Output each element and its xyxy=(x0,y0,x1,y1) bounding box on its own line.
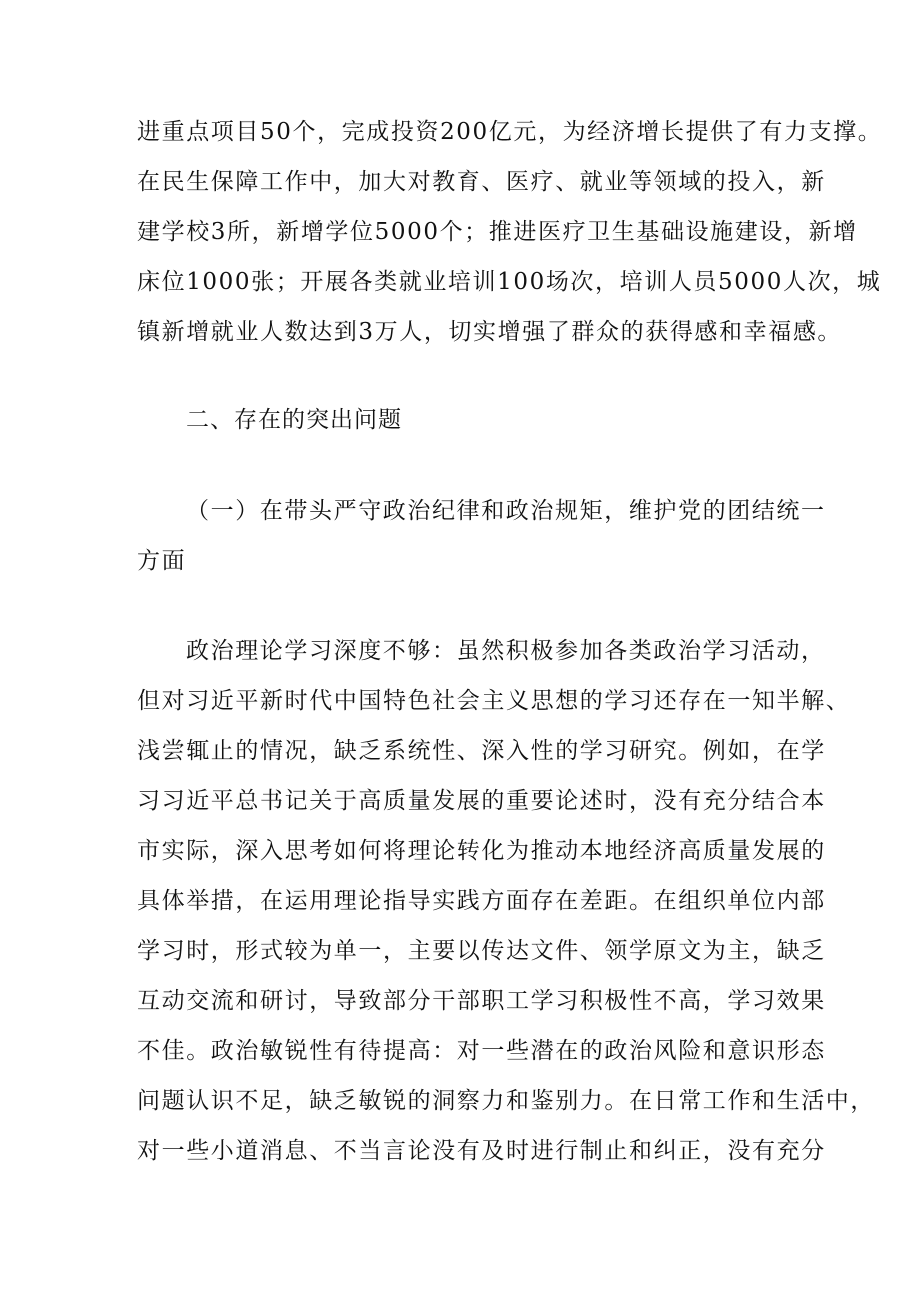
paragraph-2-line: 浅尝辄止的情况，缺乏系统性、深入性的学习研究。例如，在学 xyxy=(137,738,826,764)
paragraph-2-line: 具体举措，在运用理论指导实践方面存在差距。在组织单位内部 xyxy=(137,888,826,914)
subsection-heading-line: （一）在带头严守政治纪律和政治规矩，维护党的团结统一 xyxy=(186,498,826,524)
paragraph-1-line: 进重点项目50个，完成投资200亿元，为经济增长提供了有力支撑。 xyxy=(137,119,883,145)
paragraph-1-line: 建学校3所，新增学位5000个；推进医疗卫生基础设施建设，新增 xyxy=(137,219,858,245)
section-heading: 二、存在的突出问题 xyxy=(186,407,402,433)
paragraph-2-line: 不佳。政治敏锐性有待提高：对一些潜在的政治风险和意识形态 xyxy=(137,1038,826,1064)
paragraph-1-line: 在民生保障工作中，加大对教育、医疗、就业等领域的投入，新 xyxy=(137,169,826,195)
paragraph-2-line: 政治理论学习深度不够：虽然积极参加各类政治学习活动， xyxy=(186,638,826,664)
paragraph-2-line: 市实际，深入思考如何将理论转化为推动本地经济高质量发展的 xyxy=(137,838,826,864)
paragraph-2-line: 互动交流和研讨，导致部分干部职工学习积极性不高，学习效果 xyxy=(137,988,826,1014)
subsection-heading-line: 方面 xyxy=(137,548,187,574)
paragraph-1-line: 镇新增就业人数达到3万人，切实增强了群众的获得感和幸福感。 xyxy=(137,319,843,345)
paragraph-2-line: 但对习近平新时代中国特色社会主义思想的学习还存在一知半解、 xyxy=(137,688,851,714)
paragraph-2-line: 对一些小道消息、不当言论没有及时进行制止和纠正，没有充分 xyxy=(137,1138,826,1164)
paragraph-2-line: 习习近平总书记关于高质量发展的重要论述时，没有充分结合本 xyxy=(137,788,826,814)
paragraph-2-line: 问题认识不足，缺乏敏锐的洞察力和鉴别力。在日常工作和生活中， xyxy=(137,1088,875,1114)
paragraph-2-line: 学习时，形式较为单一，主要以传达文件、领学原文为主，缺乏 xyxy=(137,938,826,964)
paragraph-1-line: 床位1000张；开展各类就业培训100场次，培训人员5000人次，城 xyxy=(137,269,882,295)
